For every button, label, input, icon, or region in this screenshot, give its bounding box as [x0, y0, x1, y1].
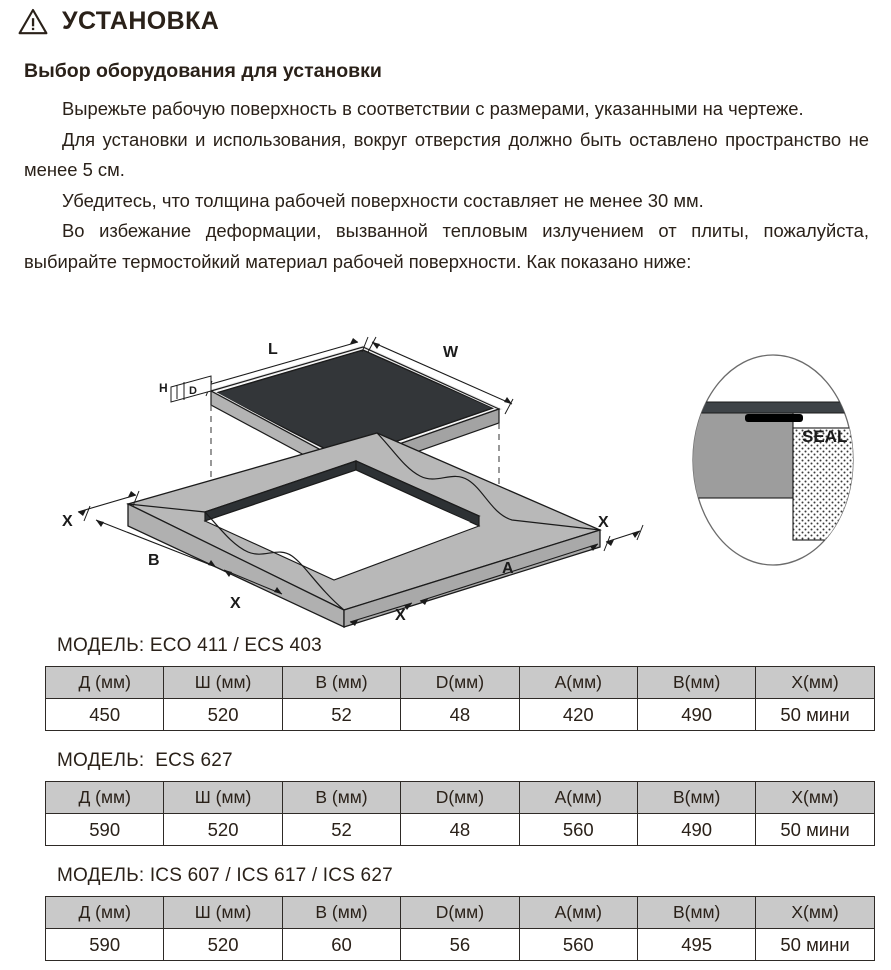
col-header-v: В (мм) — [282, 782, 400, 814]
diagram-label-L: L — [268, 341, 278, 358]
diagram-label-D: D — [189, 385, 197, 397]
model-label-1: МОДЕЛЬ: ECO 411 / ECS 403 — [57, 635, 322, 656]
col-header-B: B(мм) — [637, 897, 755, 929]
paragraph-4: Во избежание деформации, вызванной тепловым излучением от плиты, пожалуйста, выбирайте термостойкий материал рабочей поверхности. Как показано ниже: — [24, 220, 869, 272]
spec-table-block-2 — [45, 750, 867, 846]
table-row — [46, 814, 875, 846]
model-label-3: МОДЕЛЬ: ICS 607 / ICS 617 / ICS 627 — [57, 865, 393, 886]
cell-B: 490 — [637, 814, 755, 846]
cell-sh: 520 — [164, 699, 282, 731]
seal-detail-circle — [688, 355, 885, 565]
diagram-label-A: A — [502, 560, 514, 577]
cell-sh: 520 — [164, 929, 282, 961]
diagram-label-X-left: X — [62, 513, 73, 530]
cell-A: 560 — [519, 814, 637, 846]
col-header-D: D(мм) — [401, 782, 519, 814]
col-header-sh: Ш (мм) — [164, 782, 282, 814]
diagram-label-X-right: X — [598, 514, 609, 531]
hob-installation-cutout-diagram — [0, 330, 891, 624]
cell-v: 60 — [282, 929, 400, 961]
model-label-2: МОДЕЛЬ: ECS 627 — [57, 750, 233, 771]
col-header-v: В (мм) — [282, 897, 400, 929]
col-header-sh: Ш (мм) — [164, 667, 282, 699]
table-row — [46, 699, 875, 731]
table-header-row — [46, 667, 875, 699]
paragraph-1: Вырежьте рабочую поверхность в соответствии с размерами, указанными на чертеже. — [62, 98, 804, 119]
section-heading: Выбор оборудования для установки — [24, 60, 382, 82]
cell-B: 495 — [637, 929, 755, 961]
col-header-A: A(мм) — [519, 667, 637, 699]
spec-table-block-1 — [45, 635, 867, 731]
cell-A: 420 — [519, 699, 637, 731]
seal-label: SEAL — [802, 427, 848, 446]
warning-triangle-icon — [18, 8, 48, 35]
col-header-A: A(мм) — [519, 782, 637, 814]
cell-B: 490 — [637, 699, 755, 731]
cell-D: 48 — [401, 814, 519, 846]
spec-table-3 — [45, 896, 875, 961]
cell-X: 50 мини — [756, 699, 874, 731]
cell-d: 590 — [46, 929, 164, 961]
col-header-X: X(мм) — [756, 782, 874, 814]
spec-table-1 — [45, 666, 875, 731]
diagram-label-H: H — [159, 381, 168, 395]
col-header-A: A(мм) — [519, 897, 637, 929]
col-header-D: D(мм) — [401, 897, 519, 929]
col-header-X: X(мм) — [756, 667, 874, 699]
paragraph-2: Для установки и использования, вокруг отверстия должно быть оставлено пространство не менее 5 см. — [24, 128, 869, 180]
cell-v: 52 — [282, 699, 400, 731]
page-header — [18, 8, 219, 35]
cell-D: 48 — [401, 699, 519, 731]
paragraph-3: Убедитесь, что толщина рабочей поверхности составляет не менее 30 мм. — [62, 189, 704, 211]
col-header-d: Д (мм) — [46, 667, 164, 699]
spec-table-2 — [45, 781, 875, 846]
col-header-d: Д (мм) — [46, 897, 164, 929]
cell-A: 560 — [519, 929, 637, 961]
col-header-B: B(мм) — [637, 782, 755, 814]
cell-sh: 520 — [164, 814, 282, 846]
cell-d: 450 — [46, 699, 164, 731]
cell-d: 590 — [46, 814, 164, 846]
cell-D: 56 — [401, 929, 519, 961]
diagram-label-B: B — [148, 552, 160, 569]
cell-X: 50 мини — [756, 814, 874, 846]
col-header-d: Д (мм) — [46, 782, 164, 814]
col-header-v: В (мм) — [282, 667, 400, 699]
diagram-label-X-bottom-left: X — [230, 595, 241, 612]
spec-table-block-3 — [45, 865, 867, 961]
page-title: УСТАНОВКА — [62, 7, 220, 35]
col-header-X: X(мм) — [756, 897, 874, 929]
table-row — [46, 929, 875, 961]
table-header-row — [46, 897, 875, 929]
body-text — [24, 94, 869, 277]
col-header-sh: Ш (мм) — [164, 897, 282, 929]
diagram-label-X-bottom-center: X — [395, 607, 406, 624]
cell-v: 52 — [282, 814, 400, 846]
col-header-B: B(мм) — [637, 667, 755, 699]
table-header-row — [46, 782, 875, 814]
cell-X: 50 мини — [756, 929, 874, 961]
col-header-D: D(мм) — [401, 667, 519, 699]
diagram-label-W: W — [443, 344, 459, 361]
